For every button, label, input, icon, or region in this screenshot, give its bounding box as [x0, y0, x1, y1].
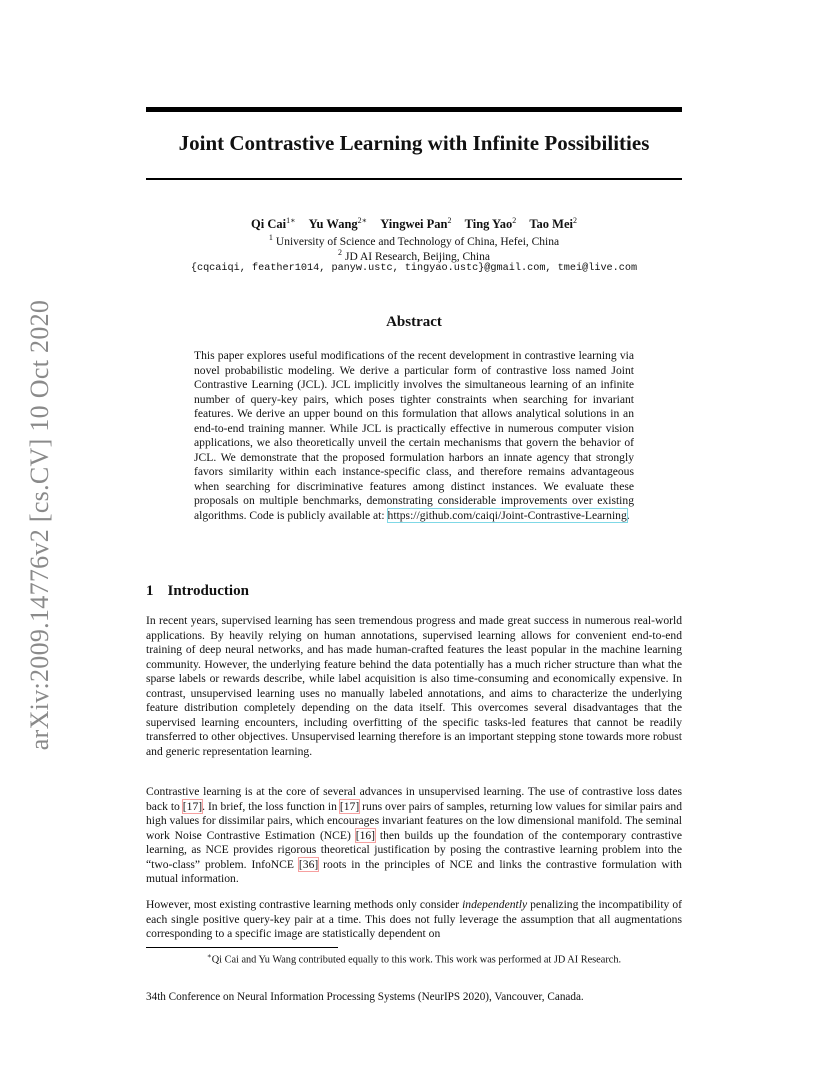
citation-link[interactable]: [17]	[182, 799, 203, 813]
abstract-heading: Abstract	[386, 314, 442, 330]
intro-paragraph-2: Contrastive learning is at the core of several advances in unsupervised learning. The use of contrastive loss dates back to [17]. In brief, the loss function in [17] runs over pairs of samples, returning low values for similar pairs and high values for dissimilar pairs, which encourages invariant features on the low dimensional manifold. The seminal work Noise Contrastive Estimation (NCE) [16] then builds up the foundation of the contemporary contrastive learning, as NCE provides rigorous theoretical justification by posing the contrastive learning problem into the “two-class” problem. InfoNCE [36] roots in the principles of NCE and links the contrastive formulation with mutual information.	[146, 785, 682, 885]
abstract-body: This paper explores useful modifications of the recent development in contrastive learning via novel probabilistic modeling. We derive a particular form of contrastive loss named Joint Contrastive Learning (JCL). JCL implicitly involves the simultaneous learning of an infinite number of query-key pairs, which poses tighter constraints when searching for invariant features. We derive an upper bound on this formulation that allows analytical solutions in an end-to-end training manner. While JCL is practically effective in numerous computer vision applications, we also theoretically unveil the certain mechanisms that govern the behavior of JCL. We demonstrate that the proposed formulation harbors an innate agency that strongly favors similarity within each instance-specific class, and therefore remains advantageous when searching for discriminative features among distinct instances. We evaluate these proposals on multiple benchmarks, demonstrating considerable improvements over existing algorithms. Code is publicly available at: https://github.com/caiqi/Joint-Contrastive-Learning.	[194, 349, 634, 522]
author-emails: {cqcaiqi, feather1014, panyw.ustc, tingyao.ustc}@gmail.com, tmei@live.com	[190, 263, 638, 274]
section-heading-introduction: 1 Introduction	[146, 583, 249, 599]
affiliation-2: $^2$ JD AI Research, Beijing, China	[337, 248, 490, 263]
author: Ting Yao$^2$	[464, 216, 517, 232]
author: Tao Mei$^2$	[529, 216, 577, 232]
author-list	[146, 216, 682, 232]
author: Yingwei Pan$^2$	[380, 216, 452, 232]
footnote-rule	[146, 947, 338, 948]
citation-link[interactable]: [17]	[339, 799, 360, 813]
citation-link[interactable]: [36]	[298, 857, 319, 871]
author: Qi Cai$^{1∗}$	[251, 216, 296, 232]
code-repository-link[interactable]: https://github.com/caiqi/Joint-Contrastive-Learning	[387, 508, 627, 522]
intro-paragraph-3: However, most existing contrastive learning methods only consider independently penalizing the incompatibility of each single positive query-key pair at a time. This does not fully leverage the assumption that all augmentations corresponding to a specific image are statistically dependent on	[146, 898, 682, 940]
paper-title: Joint Contrastive Learning with Infinite Possibilities	[178, 131, 650, 155]
affiliation-1: $^1$ University of Science and Technology of China, Hefei, China	[268, 233, 560, 248]
author: Yu Wang$^{2∗}$	[308, 216, 368, 232]
footnote: ∗Qi Cai and Yu Wang contributed equally to this work. This work was performed at JD AI Research.	[206, 952, 622, 966]
title-top-rule	[146, 107, 682, 112]
citation-link[interactable]: [16]	[355, 828, 376, 842]
conference-venue: 34th Conference on Neural Information Processing Systems (NeurIPS 2020), Vancouver, Canada.	[146, 991, 584, 1003]
arxiv-identifier-stamp	[18, 285, 62, 765]
arxiv-identifier-text: arXiv:2009.14776v2 [cs.CV] 10 Oct 2020	[25, 299, 54, 751]
intro-paragraph-1: In recent years, supervised learning has seen tremendous progress and made great success in numerous real-world applications. By heavily relying on human annotations, supervised learning allows for convenient end-to-end training of deep neural networks, and has made human-crafted features the least popular in the machine learning community. However, the underlying feature behind the data potentially has a much richer structure than what the sparse labels or rewards describe, while label acquisition is also time-consuming and economically expensive. In contrast, unsupervised learning uses no manually labeled annotations, and aims to characterize the underlying feature distribution completely depending on the data itself. This overcomes several disadvantages that the supervised learning encounters, including overfitting of the specific tasks-led features that cannot be readily transferred to other objectives. Unsupervised learning therefore is an important stepping stone towards more robust and generic representation learning.	[146, 614, 682, 758]
title-bottom-rule	[146, 178, 682, 180]
